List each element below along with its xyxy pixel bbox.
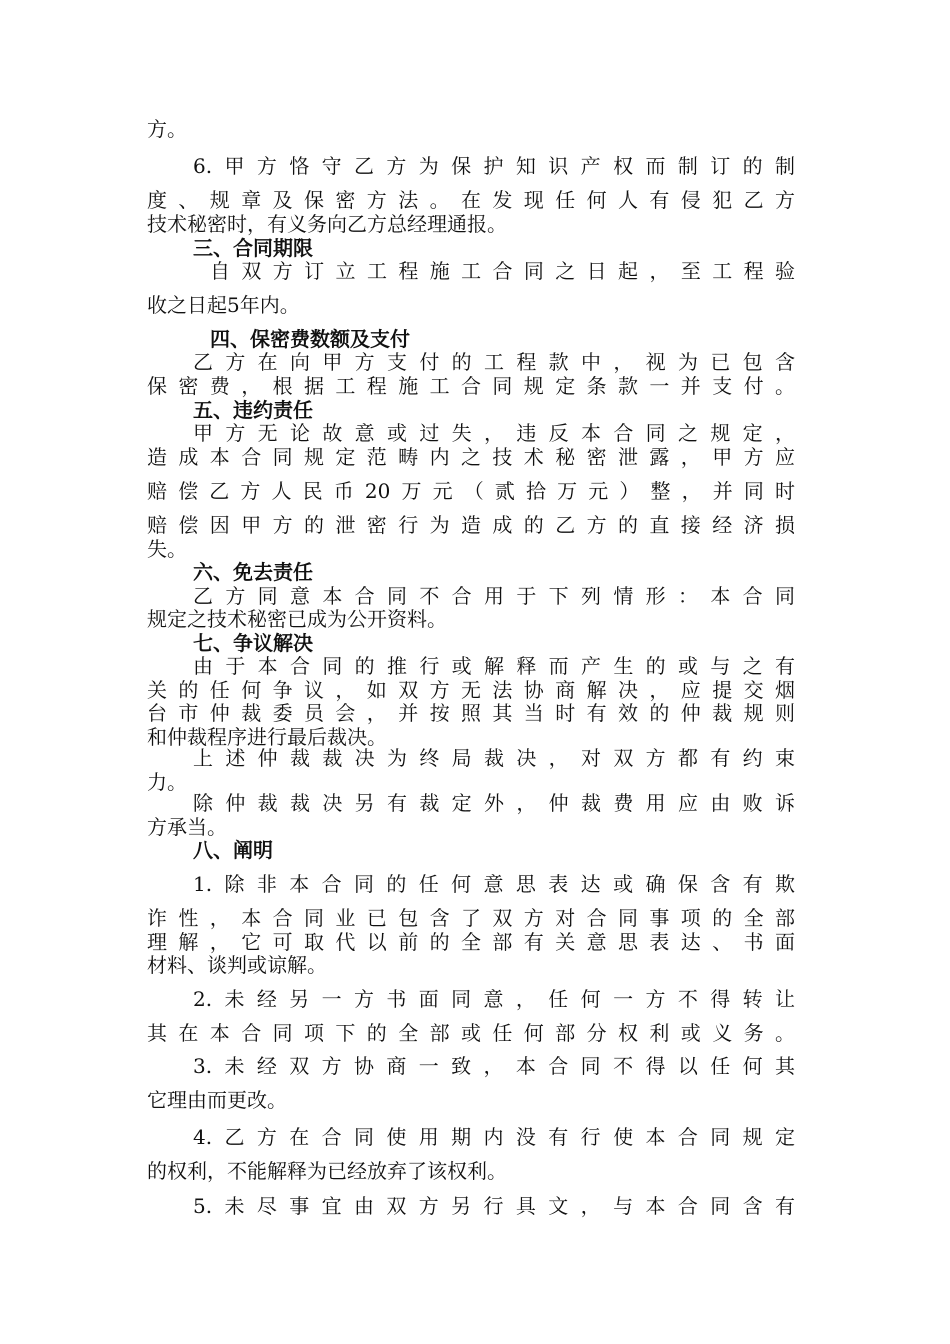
text-line: 和仲裁程序进行最后裁决。 xyxy=(147,725,387,749)
text-line: 台市仲裁委员会，并按照其当时有效的仲裁规则 xyxy=(147,701,795,725)
text-line: 收之日起5年内。 xyxy=(147,293,300,317)
clause-3: 3.未经双方协商一致，本合同不得以任何其 xyxy=(193,1054,795,1078)
text-line: 理解，它可取代以前的全部有关意思表达、书面 xyxy=(147,930,795,954)
section-heading-5: 五、违约责任 xyxy=(193,398,313,422)
text-line: 的权利，不能解释为已经放弃了该权利。 xyxy=(147,1159,507,1183)
text-line: 诈性，本合同业已包含了双方对合同事项的全部 xyxy=(147,906,795,930)
text-line: 其在本合同项下的全部或任何部分权利或义务。 xyxy=(147,1021,795,1045)
text-line: 自双方订立工程施工合同之日起，至工程验 xyxy=(210,259,795,283)
text-line: 甲方无论故意或过失，违反本合同之规定， xyxy=(193,421,795,445)
text-line: 它理由而更改。 xyxy=(147,1088,287,1112)
clause-6: 6.甲方恪守乙方为保护知识产权而制订的制 xyxy=(193,154,795,178)
text-line: 除仲裁裁决另有裁定外，仲裁费用应由败诉 xyxy=(193,791,795,815)
clause-5: 5.未尽事宜由双方另行具文，与本合同含有 xyxy=(193,1194,795,1218)
section-heading-3: 三、合同期限 xyxy=(193,236,313,260)
text-line: 乙方同意本合同不合用于下列情形：本合同 xyxy=(193,584,795,608)
text-line: 度、规章及保密方法。在发现任何人有侵犯乙方 xyxy=(147,188,795,212)
text-line: 由于本合同的推行或解释而产生的或与之有 xyxy=(193,654,795,678)
text-line: 方承当。 xyxy=(147,815,227,839)
text-line: 技术秘密时，有义务向乙方总经理通报。 xyxy=(147,212,507,236)
text-line: 乙方在向甲方支付的工程款中，视为已包含 xyxy=(193,350,795,374)
text-line: 材料、谈判或谅解。 xyxy=(147,953,327,977)
text-line: 保密费，根据工程施工合同规定条款一并支付。 xyxy=(147,374,795,398)
section-heading-4: 四、保密费数额及支付 xyxy=(210,327,410,351)
text-line: 上述仲裁裁决为终局裁决，对双方都有约束 xyxy=(193,746,795,770)
text-line: 失。 xyxy=(147,537,187,561)
section-heading-7: 七、争议解决 xyxy=(193,631,313,655)
text-line: 赔偿乙方人民币20万元（贰拾万元）整，并同时 xyxy=(147,479,795,503)
section-heading-8: 八、阐明 xyxy=(193,838,273,862)
clause-4: 4.乙方在合同使用期内没有行使本合同规定 xyxy=(193,1125,795,1149)
text-line: 力。 xyxy=(147,770,187,794)
section-heading-6: 六、免去责任 xyxy=(193,560,313,584)
text-line: 造成本合同规定范畴内之技术秘密泄露，甲方应 xyxy=(147,445,795,469)
clause-1: 1.除非本合同的任何意思表达或确保含有欺 xyxy=(193,872,795,896)
text-line: 规定之技术秘密已成为公开资料。 xyxy=(147,607,447,631)
text-line: 关的任何争议，如双方无法协商解决，应提交烟 xyxy=(147,678,795,702)
text-line: 方。 xyxy=(147,117,187,141)
text-line: 赔偿因甲方的泄密行为造成的乙方的直接经济损 xyxy=(147,513,795,537)
clause-2: 2.未经另一方书面同意，任何一方不得转让 xyxy=(193,987,795,1011)
